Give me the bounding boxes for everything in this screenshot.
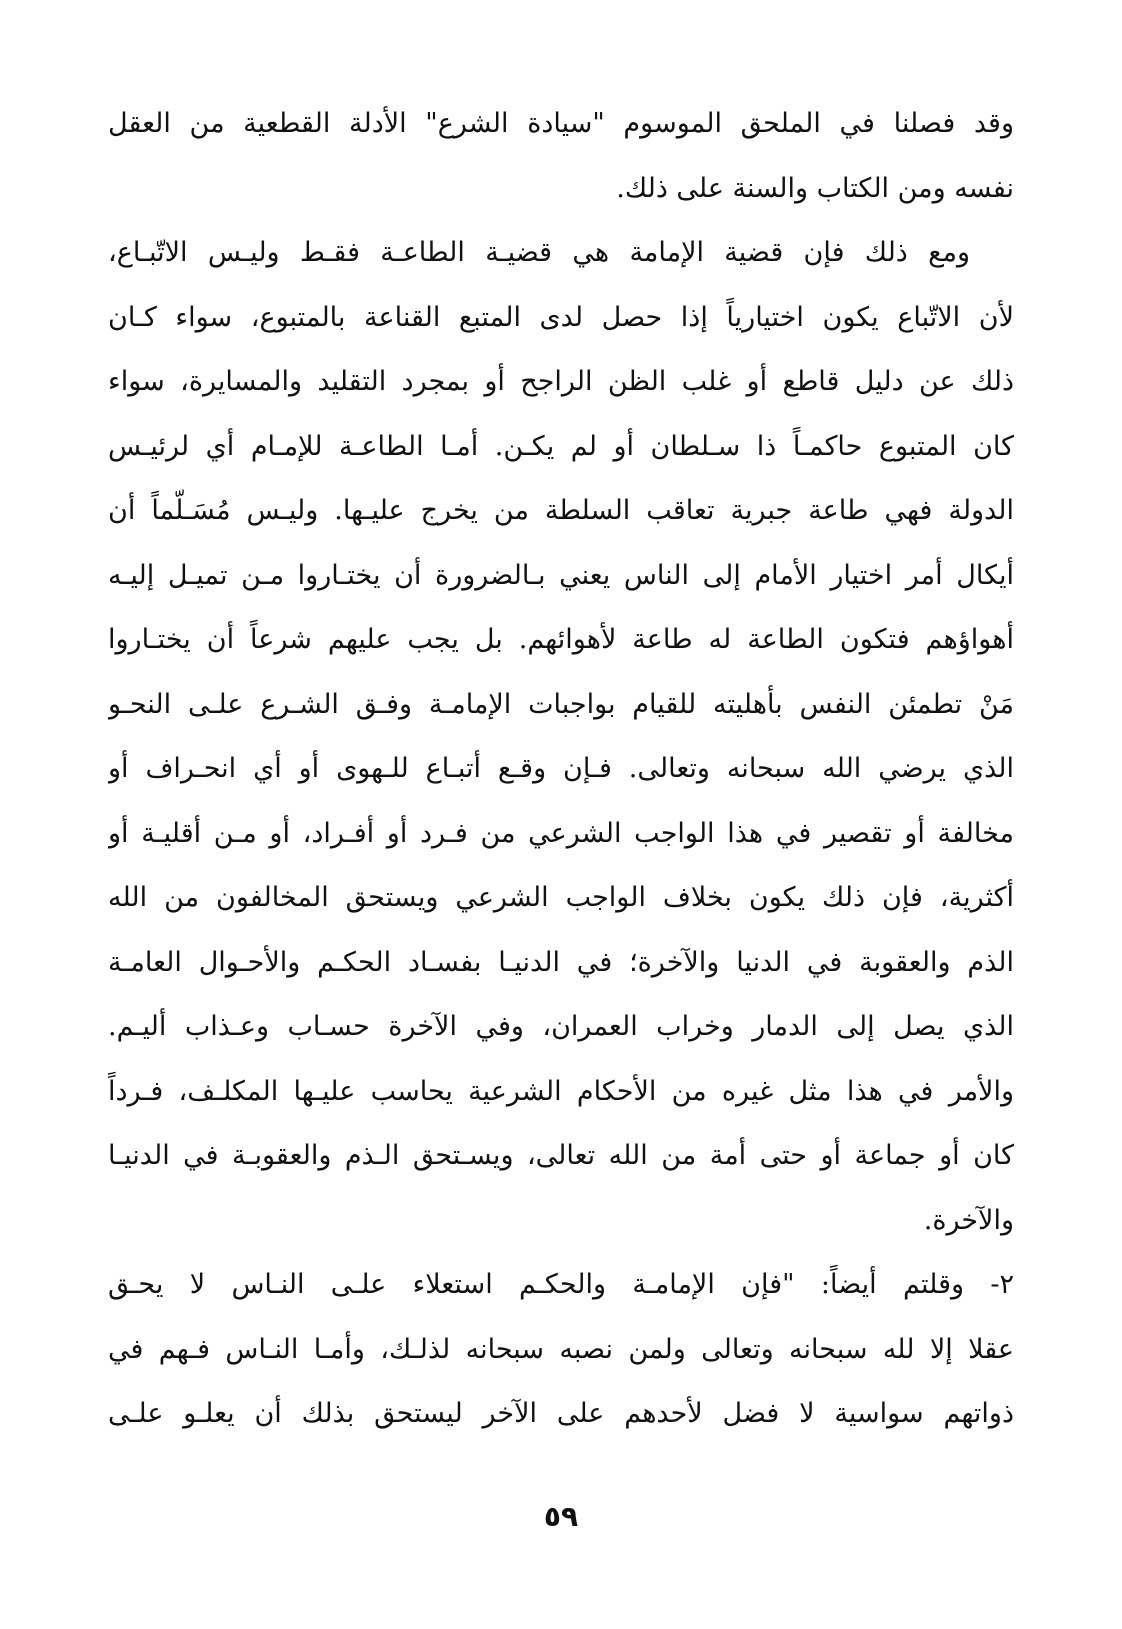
text-line: عقلا إلا لله سبحانه وتعالى ولمن نصبه سبحانه لذلـك، وأمـا النـاس فـهم في — [108, 1333, 1014, 1365]
text-line: الدولة فهي طاعة جبرية تعاقب السلطة من يخرج عليـها. وليـس مُسَـلّماً أن — [108, 495, 1014, 526]
text-line: ومع ذلك فإن قضية الإمامة هي قضيـة الطاعـة فقـط وليـس الاتّبـاع، — [108, 237, 970, 268]
text-line: كان المتبوع حاكمـاً ذا سـلطان أو لم يكـن. أمـا الطاعـة للإمـام أي لرئيـس — [108, 430, 1014, 462]
text-line: ذواتهم سواسية لا فضل لأحدهم على الآخر ليستحق بذلك أن يعلـو علـى — [108, 1398, 1014, 1429]
text-line: أيكال أمر اختيار الأمام إلى الناس يعني بـالضرورة أن يختـاروا مـن تميـل إليـه — [108, 559, 1014, 591]
text-line: أهواؤهم فتكون الطاعة له طاعة لأهوائهم. بل يجب عليهم شرعاً أن يختـاروا — [108, 624, 1014, 655]
text-line: كان أو جماعة أو حتى أمة من الله تعالى، ويسـتحق الـذم والعقوبـة في الدنيـا — [108, 1140, 1014, 1171]
text-line: وقد فصلنا في الملحق الموسوم "سيادة الشرع" الأدلة القطعية من العقل — [108, 108, 1014, 139]
text-line: مَنْ تطمئن النفس بأهليته للقيام بواجبات الإمامـة وفـق الشـرع علـى النحـو — [108, 688, 1014, 720]
text-line: الذم والعقوبة في الدنيا والآخرة؛ في الدنيـا بفسـاد الحكـم والأحـوال العامـة — [108, 946, 1014, 978]
text-line: لأن الاتّباع يكون اختيارياً إذا حصل لدى المتبع القناعة بالمتبوع، سواء كـان — [108, 301, 1014, 333]
text-line: ذلك عن دليل قاطع أو غلب الظن الراجح أو بمجرد التقليد والمسايرة، سواء — [108, 366, 1014, 397]
page-number: ٥٩ — [543, 1500, 579, 1533]
body-text — [108, 92, 1014, 1447]
text-line: نفسه ومن الكتاب والسنة على ذلك. — [616, 172, 1014, 204]
text-line: مخالفة أو تقصير في هذا الواجب الشرعي من فـرد أو أفـراد، أو مـن أقليـة أو — [108, 817, 1014, 849]
text-line: الذي يرضي الله سبحانه وتعالى. فـإن وقـع أتبـاع للـهوى أو أي انحـراف أو — [108, 753, 1014, 784]
text-line: والأمر في هذا مثل غيره من الأحكام الشرعية يحاسب عليـها المكلـف، فـرداً — [108, 1075, 1014, 1107]
text-line: والآخرة. — [923, 1204, 1014, 1236]
text-line: الذي يصل إلى الدمار وخراب العمران، وفي الآخرة حسـاب وعـذاب أليـم. — [108, 1011, 1014, 1042]
text-line: أكثرية، فإن ذلك يكون بخلاف الواجب الشرعي ويستحق المخالفون من الله — [108, 882, 1014, 913]
text-line: ٢- وقلتم أيضاً: "فإن الإمامـة والحكـم استعلاء علـى النـاس لا يحـق — [108, 1269, 1014, 1300]
